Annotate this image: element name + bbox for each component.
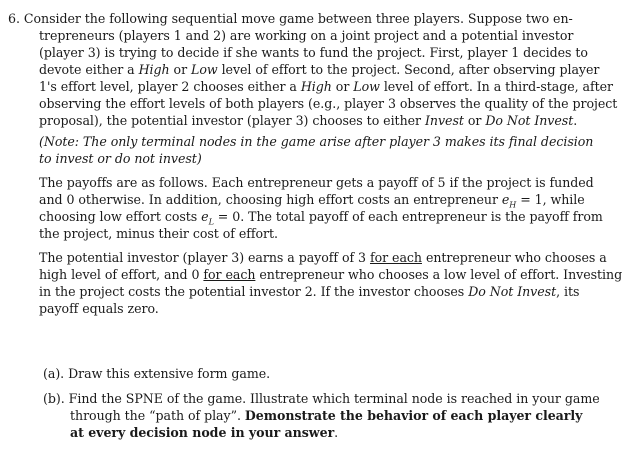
- payoff-line-1: The payoffs are as follows. Each entrepreneur gets a payoff of 5 if the project is funded: [39, 175, 594, 190]
- intro-line-7: proposal), the potential investor (player 3) chooses to either Invest or Do Not Invest.: [39, 113, 578, 128]
- task-b-line-1: (b). Find the SPNE of the game. Illustrate which terminal node is reached in your game: [43, 391, 600, 406]
- task-a: (a). Draw this extensive form game.: [43, 366, 271, 381]
- intro-line-5: 1's effort level, player 2 chooses either a High or Low level of effort. In a third-stage, after: [39, 79, 613, 94]
- intro-line-6: observing the effort levels of both players (e.g., player 3 observes the quality of the project: [39, 96, 618, 111]
- task-a-label: (a).: [43, 366, 65, 381]
- investor-line-3: in the project costs the potential investor 2. If the investor chooses Do Not Invest, its: [39, 284, 580, 299]
- intro-line-3: (player 3) is trying to decide if she wants to fund the project. First, player 1 decides to: [39, 45, 588, 60]
- note-line-1: (Note: The only terminal nodes in the game arise after player 3 makes its final decision: [39, 134, 594, 149]
- task-b-line-3: at every decision node in your answer.: [70, 425, 339, 440]
- intro-line-1: 6. Consider the following sequential move game between three players. Suppose two en-: [8, 11, 573, 26]
- payoff-line-3: choosing low effort costs $e_L = 0$. The total payoff of each entrepreneur is the payoff from: [39, 209, 603, 227]
- investor-line-2: high level of effort, and 0 for each entrepreneur who chooses a low level of effort. Investing: [39, 267, 623, 282]
- payoff-line-4: the project, minus their cost of effort.: [39, 226, 278, 241]
- note-line-2: to invest or do not invest): [39, 151, 202, 166]
- intro-line-4: devote either a High or Low level of effort to the project. Second, after observing player: [39, 62, 600, 77]
- problem-number: 6.: [8, 11, 20, 26]
- task-b-label: (b).: [43, 391, 65, 406]
- intro-line-2: trepreneurs (players 1 and 2) are working on a joint project and a potential investor: [39, 28, 574, 43]
- task-b-line-2: through the “path of play”. Demonstrate the behavior of each player clearly: [70, 408, 583, 423]
- payoff-line-2: and 0 otherwise. In addition, choosing high effort costs an entrepreneur $e_H = 1$, while: [39, 192, 585, 210]
- investor-line-1: The potential investor (player 3) earns a payoff of 3 for each entrepreneur who chooses a: [39, 250, 607, 265]
- investor-line-4: payoff equals zero.: [39, 301, 159, 316]
